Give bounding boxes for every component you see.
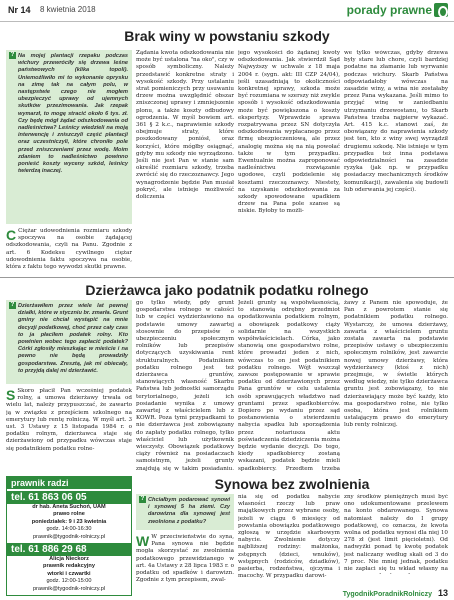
article3-column2: nia się od podatku nabycie własności rzeczy lub praw majątkowych przez wybrane osoby, jeżeli w ciągu 6 miesięcy od powstania obowiązku podatkowego zgłoszą w urzędzie skarbowym nabycie. Zwolnienie dotyczy najbliższej rodziny: małżonka, zstępnych (dzieci, wnuków), wstępnych (rodziców, dziadków), pasierba, rodzeństwa, ojczyma i macochy. W przypadku darowi- [238, 494, 340, 580]
article2-question [6, 300, 132, 384]
dropcap: C [6, 228, 17, 243]
lawyer1-day: poniedziałek: 9 i 23 kwietnia [31, 518, 107, 525]
article1-question [6, 50, 132, 224]
article3-question [136, 494, 234, 530]
lawyer-advice-box [6, 476, 132, 596]
article1-column2: Żądania kwota odszkodowania nie może być ustalona "na oko", czy w sposób symboliczny. Należy przedstawić konkretne straty i wysokość szkody. Przy ustalaniu strat pomieniczych przy usuwaniu drzew można uwzględnić obszar zniszczonej uprawy i zmniejszenie plonu, a także koszty odbudowy ogrodzenia. W myśl bowiem art. 361 § 2 k.c., naprawienie szkody obejmuje straty, które poszkodowany poniósł, oraz korzyści, które mógłby osiągnąć, gdyby mu szkody nie wyrządzono. Jeśli nie jest Pan w stanie sam określić rozmiaru szkody, trzeba zwrócić się do rzeczoznawcy. Jego wynagrodzenie będzie Pan musiał pokryć, ale istnieje możliwość doliczenia [136, 50, 234, 201]
article1-title: Brak winy w powstaniu szkody [124, 28, 330, 44]
article3-question-text: Chciałbym podarować synowi i synowej 5 ha ziemi. Czy darowizna dla synowej jest zwolniona z podatku? [148, 497, 230, 525]
article2-column4: żawy z Panem nie spowoduje, że Pan z powrotem stanie się podatnikiem podatku rolnego. Wystarczy, że umowa dzierżawy, zawarta z właścicielem gruntu została zawarta na podstawie przepisów ustawy o ubezpieczeniu społecznym rolników, jest zawarcie nowej umowy dzierżawy, która wydzierżawcy (ktoś z nich) przejmuje, w świetle których według wiedzy, nie tylko dzierżawca gruntu jest zobowiązany, to nie dzierżawiający może być każdy, kto ma gospodarstwo rolne, nie tylko osoba, która jest rolnikiem ustalającym prawo do emerytury lub renty rolniczej. [344, 300, 448, 429]
lawyer1-hours: godz. 14:00-16:30 [46, 526, 92, 533]
lawyer2-name: Alicja Nieckorz [49, 556, 89, 563]
question-icon: ? [140, 496, 145, 502]
article3-column3: zny środków pieniężnych musi być ono udokumentowane przelewem na konto obdarowanego. Synowa natomiast należy do I grupy podatkowej, co oznacza, że kwota wolna od podatku wynosi dla niej 10 278 zł (jest limit pięcioletni). Od nadwyżki ponad tę kwotę podatek jest naliczany według skali od 3 do 7 proc. Nie mniej jednak, podatku nie zapłaci się tu wkład własny na [344, 494, 448, 573]
lawyer-box-title: prawnik radzi [7, 477, 131, 489]
section-brand: porady prawne [346, 3, 432, 17]
page-footer [343, 588, 448, 598]
article1-column4: we tylko wówczas, gdyby drzewa były stare lub chore, czyli bardziej podatne na złamanie lub wyrwanie podczas wichury. Skarb Państwa odpowiadałoby wówczas na zasadzie winy, a wina nie zostałaby przez Pana wykazana. Jeśli mimo to przyjąć winę w zaniedbaniu utrzymaniu drzewostanu, to Skarb Państwa trzeba najpierw wykazać. Art. 415 k.c. stanowi zaś, że obowiązany do naprawienia szkody jest ten, kto z winy swej wyrządził drugiemu szkodę. Nie istnieje w tym przypadku też inna podstawa odpowiedzialności na zasadzie ryzyka (jak np. w przypadku posiadaczy mechanicznych środków komunikacji), zawalenia się budowli lub oderwania jej części). [344, 50, 448, 193]
article3-title: Synowa bez zwolnienia [214, 476, 370, 492]
dropcap: S [6, 388, 16, 403]
lawyer1-email[interactable]: prawnik@tygodnik-rolniczy.pl [32, 533, 106, 540]
dropcap: W [136, 534, 150, 549]
article1-col1-text: Ciężar udowodnienia rozmiaru szkody spoczywa na osobie żądającej odszkodowania, czyli na Panu. Zgodnie z art. 6 Kodeksu cywilnego ciężar udowodnienia faktu spoczywa na osobie, która z faktu tego wywodzi skutki prawne. [6, 228, 132, 271]
phone-number-1[interactable]: tel. 61 863 06 05 [7, 491, 131, 504]
lawyer1-name: dr hab. Aneta Suchoń, UAM [32, 504, 106, 510]
article2-col1-text: Skoro płacił Pan wcześniej podatek rolny, a umowa dzierżawy trwała od wielu lat, należy przypuszczać, że zawarto ją w związku z przejściem szkolnego na emerytury lub rentę rolniczą. W myśl art. 3 ust. 3 Ustawy z 15 listopada 1984 r. o podatku rolnym, dzierżawca staje się dzierżawiony od przypadku wówczas staje się podatnikiem podatku rolne- [6, 388, 132, 452]
lawyer2-email[interactable]: prawnik@tygodnik-rolniczy.pl [32, 585, 106, 592]
article2-column3: Jeżeli grunty są współwłasnością, to stanowią odrębny przedmiot opodatkowania podatkiem rolnym, a obowiązek podatkowy ciąży solidarnie na wszystkich współwłaścicielach. Córka, jako stanowią one gospodarstwo rolne, które prowadzi jeden z nich, wówczas to on jest podatnikiem podatku rolnego. Wójt wszczął zawsze postępowanie w sprawie podatku od dzierżawionych przez Pana gruntów w celu ustalenia osób sprawujących władztwo nad gruntami przez spadkobierców. Dopiero po wydaniu przez sąd postanowienia o stwierdzeniu nabycia spadku lub sporządzenia przez notariusza aktu poświadczenia dziedziczenia można będzie wydanie decyzji. Do tego, kiedy spadkobiercy zostaną wskazani, podatek będzie mieli spadkobiercy. Przedtem trzeba [238, 300, 340, 472]
lawyer2-days: wtorki i czwartki [47, 570, 91, 577]
article3-col1-text: W przeciwieństwie do syna, Pana synowa nie będzie mogła skorzystać ze zwolnienia podatkowego przewidzianego w art. 4a Ustawy z 28 lipca 1983 r. o podatku od spadków i darowizn. Zgodnie z tym przepisem, zwal- [136, 534, 234, 584]
section-logo-icon [434, 3, 448, 17]
article2-title: Dzierżawca jako podatnik podatku rolnego [85, 282, 369, 298]
footer-brand: TygodnikPoradnikRolniczy [342, 591, 433, 598]
lawyer2-hours: godz. 12:00-15:00 [46, 578, 92, 585]
article1-column1 [6, 228, 132, 274]
article2-column1 [6, 388, 132, 472]
question-icon: ? [10, 52, 15, 58]
article1-question-text: Na mojej plantacji rzepaku podczas wichury przewróciły się drzewa leśne państwowych (klika topoli). Uniemożliwiło mi to wykonanie oprysku na zimę tak na całym polu, w następstwie czego nie mogłem ubezpieczyć uprawy od ujemnych skutków przezimowania. Jak rzepak wymarzł, to mogę stracić około 6 tys. zł. Czy będę mógł żądać odszkodowania od nadleśnictwa? Leśnicy wiedzieli na moją interwencję i zniszczyli część plantacji oraz uczestniczyli, które chroniło pole przed zniszczeniami przez wodę. Moim zdaniem to nadleśnictwo powinno ponieść koszty wyceny szkód, leśnicy twierdzą inaczej. [18, 53, 128, 175]
section-divider [0, 277, 454, 278]
page-number: 13 [437, 588, 448, 598]
article2-column2: go tylko wtedy, gdy grunt gospodarstwa rolnego w całości lub w części wydzierżawiono na podstawie umowy zawartej stosownie do przepisów o ubezpieczeniu społecznym rolników lub przepisów dotyczących uzyskiwania rent strukturalnych. Podatnikiem podatku rolnego jest też dzierżawca gruntów, stanowiących własność Skarbu Państwa lub jednostki samorządu terytorialnego, jeżeli ich posiadanie wynika z umowy zawartej z właścicielem lub z KOWR. Poza tymi przypadkami to nie dzierżawca jest zobowiązany do zapłaty podatku rolnego, tylko właściciel lub użytkownik wieczysty. Obowiązek podatkowy ciąży również na posiadaczach samoistnym, jeżeli grunty znajdują się w takim posiadaniu. [136, 300, 234, 472]
issue-date: 8 kwietnia 2018 [40, 5, 96, 14]
phone-number-2[interactable]: tel. 61 886 29 68 [7, 543, 131, 556]
article3-column1 [136, 534, 234, 586]
lawyer2-role: prawnik redakcyjny [43, 563, 95, 570]
question-icon: ? [10, 302, 15, 308]
article2-question-text: Dzierżawiłem przez wiele lat pewnej działki, które w styczniu br. zmarła. Grunt gminy nie chciał wystąpić na mnie decyzji podatkowej, choć przez cały czas to ja płaciłem podatek rolny. Kto powinien wobec tego zapłacić podatek? Córki zgłosiły mieszkając w mieście i na pewno nie będą prowadziły gospodarstwa. Zresztą, jak mi obiecały, to przyjdą dalej mi dzierżawić. [18, 303, 128, 374]
lawyer1-field: prawo rolne [53, 511, 85, 518]
issue-number: Nr 14 [8, 5, 31, 15]
page-header [0, 0, 454, 22]
article1-column3: jego wysokości do żądanej kwoty odszkodowania. Jak stwierdził Sąd Najwyższy w uchwale z 18 maja 2004 r. (sygn. akt: III CZP 24/04), jeśli uzasadniają to okoliczności konkretnej sprawy, szkoda może być rozumiana w szerszy niż zwykle sposób i wysokość odszkodowania może być powiększona o koszty ekspertyzy. Wprawdzie sprawa rozpatrywana przez SN dotyczyła odszkodowania wypłacanego przez firmę ubezpieczeniową, ale przez analogię można się na nią powołać także w tym przypadku. Ewentualnie można zaproponować nadleśnictwu rozwiązanie ugodowe, czyli podzielenie się kosztami rzeczoznawcy. Niestety, na uzyskanie odszkodowania za szkody spowodowane upadkiem drzew na Pana pole szanse są niskie. Byłoby to możli- [238, 50, 340, 215]
